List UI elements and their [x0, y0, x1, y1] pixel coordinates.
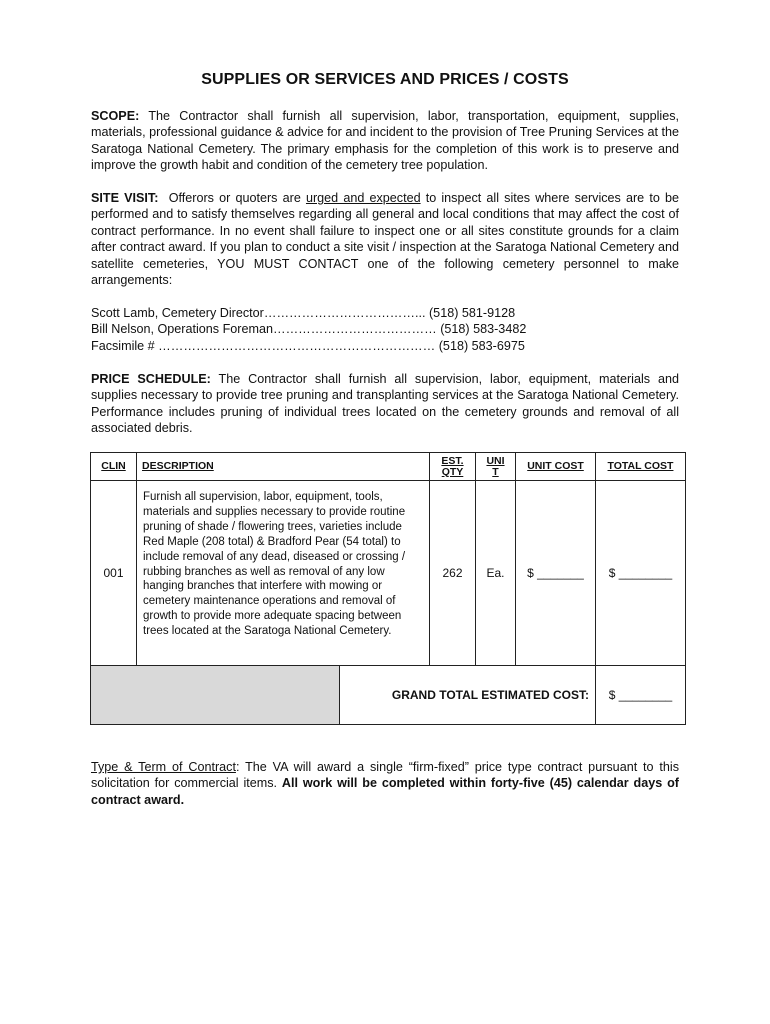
term-label: Type & Term of Contract — [91, 760, 236, 774]
header-est-qty-line2: QTY — [441, 465, 464, 478]
term-paragraph — [91, 759, 679, 808]
contact-list — [91, 305, 691, 354]
row-qty: 262 — [429, 480, 476, 666]
header-unit — [475, 452, 516, 481]
row-clin: 001 — [90, 480, 137, 666]
header-unit-cost: UNIT COST — [515, 452, 596, 481]
contact-line-facsimile: Facsimile # ………………………………………………………… (518) 583-6975 — [91, 338, 525, 353]
price-schedule-paragraph — [91, 371, 679, 437]
term-bold-text: All work will be completed within forty-five (45) calendar days of contract award. — [91, 776, 679, 807]
header-unit-line2: T — [492, 465, 499, 478]
site-visit-underlined: urged and expected — [305, 191, 421, 205]
header-est-qty — [429, 452, 476, 481]
grand-total-label: GRAND TOTAL ESTIMATED COST: — [339, 665, 596, 725]
scope-text: The Contractor shall furnish all supervision, labor, transportation, equipment, supplies, materials, professional guidance & advice for and incident to the provision of Tree Pruning Services at the Saratoga National Cemetery. The primary emphasis for the completion of this work is to preserve and improve the growth habit and condition of the cemetery tree population. — [91, 109, 679, 173]
site-visit-paragraph — [91, 190, 679, 288]
price-schedule-text: The Contractor shall furnish all supervision, labor, equipment, materials and supplies necessary to provide tree pruning and transplanting services at the Saratoga National Cemetery. Performance includes pruning of individual trees located on the cemetery grounds and removal of all associated debris. — [91, 372, 679, 436]
scope-label: SCOPE: — [91, 109, 140, 123]
site-visit-label: SITE VISIT: — [91, 191, 159, 205]
header-clin: CLIN — [90, 452, 137, 481]
term-text: : The VA will award a single “firm-fixed” price type contract pursuant to this solicitation for commercial items. — [91, 760, 679, 791]
row-total-cost-field[interactable]: $ ________ — [595, 480, 686, 666]
contact-line-operations-foreman: Bill Nelson, Operations Foreman………………………………… (518) 583-3482 — [91, 322, 527, 337]
row-description: Furnish all supervision, labor, equipment, tools, materials and supplies necessary to provide routine pruning of shade / flowering trees, varieties include Red Maple (208 total) & Bradford Pear (54 total) to include removal of any dead, diseased or crossing / rubbing branches as well as removal of any low hanging branches that interfere with mowing or cemetery maintenance operations and removal of growth to provide more adequate spacing between trees located at the Saratoga National Cemetery. — [136, 480, 430, 666]
site-visit-text-before: Offerors or quoters are — [158, 191, 306, 205]
contact-line-cemetery-director: Scott Lamb, Cemetery Director………………………………... (518) 581-9128 — [91, 306, 516, 320]
price-table — [90, 452, 686, 725]
header-total-cost: TOTAL COST — [595, 452, 686, 481]
price-schedule-label: PRICE SCHEDULE: — [91, 372, 211, 386]
row-unit: Ea. — [475, 480, 516, 666]
header-description: DESCRIPTION — [136, 452, 430, 481]
scope-paragraph — [91, 108, 679, 174]
grand-total-field[interactable]: $ ________ — [595, 665, 686, 725]
page-title: SUPPLIES OR SERVICES AND PRICES / COSTS — [201, 71, 569, 88]
row-unit-cost-field[interactable]: $ _______ — [515, 480, 596, 666]
header-unit-line1: UNI — [486, 454, 505, 467]
site-visit-text-after: to inspect all sites where services are to be performed and to satisfy themselves regarding all general and local conditions that may affect the cost of contract performance. In no event shall failure to inspect one or all sites constitute grounds for a claim after contract award. If you plan to conduct a site visit / inspection at the Saratoga National Cemetery and satellite cemeteries, YOU MUST CONTACT one of the following cemetery personnel to make arrangements: — [91, 191, 679, 288]
header-est-qty-line1: EST. — [441, 454, 464, 467]
grand-total-shaded-cell — [90, 665, 340, 725]
